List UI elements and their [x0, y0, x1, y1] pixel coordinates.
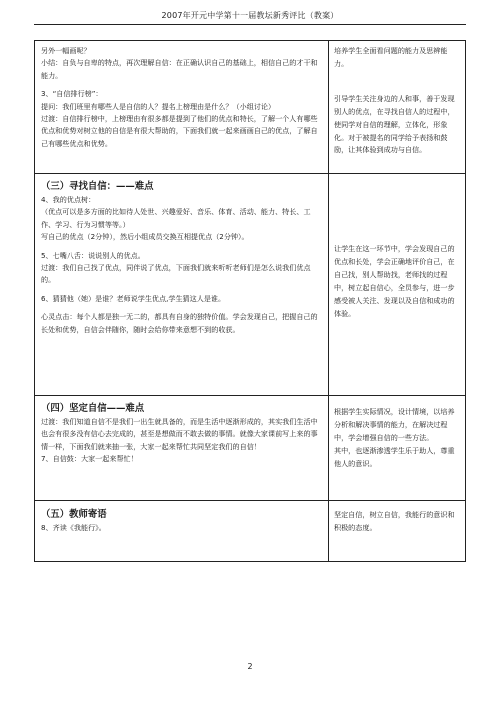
text-summary: 小结：自负与自卑的特点，再次理解自信：在正确认识自己的基础上，相信自己的才干和能力。	[41, 58, 318, 80]
text-transition-1: 过渡：自信排行榜中，上榜理由有很多都是提到了他们的优点和特长，了解一个人有哪些优点和优势对树立他的自信是有很大帮助的，下面我们就一起来画画自己的优点，了解自己有哪些优点和优势。	[41, 114, 318, 148]
text-goal-helping: 其中，也逐渐渗透学生乐于助人，尊重他人的意识。	[334, 445, 455, 468]
text-goal-ranking: 引导学生关注身边的人和事，善于发现别人的优点，在寻找自信人的过程中，使同学对自信的理解，立体化，形象化。对于被提名的同学给予表扬和鼓励，让其体验到成功与自信。	[334, 93, 455, 155]
row-1-left	[41, 45, 323, 150]
page-number: 2	[247, 662, 253, 671]
text-others-merits: 5、七嘴八舌：说说别人的优点。	[41, 250, 145, 260]
text-ranking-question: 提问：我们班里有哪些人是自信的人？提名上榜理由是什么？（小组讨论）	[41, 101, 276, 111]
text-heart-click: 心灵点击：每个人都是独一无二的，都具有自身的独特价值。学会发现自己，把握自己的长处和优势，自信会伴随你，随时会给你带来意想不到的收获。	[41, 312, 318, 334]
text-another-picture: 另外一幅画呢？	[41, 46, 91, 55]
text-merit-tree: 4、我的优点树：	[41, 195, 96, 204]
document-header: 2007年开元中学第十一届教坛新秀评比（教案）	[161, 11, 339, 20]
text-goal-confidence: 坚定自信，树立自信，我能行的意识和积极的态度。	[334, 510, 455, 532]
text-goal-problem-solving: 根据学生实际情况，设计情境，以培养分析和解决事情的能力，在解决过程中，学会增强自信的一些方法。	[334, 407, 455, 442]
row-3-left	[41, 401, 323, 466]
lesson-plan-table	[34, 40, 466, 562]
row-4-left	[41, 507, 323, 534]
column-divider	[328, 41, 329, 561]
text-merit-examples: （优点可以是多方面的比如待人处世、兴趣爱好、音乐、体育、活动、能力、特长、工作、学习、行为习惯等等。）	[41, 207, 311, 229]
text-goal-discovery: 让学生在这一环节中，学会发现自己的优点和长处，学会正确地评价自己，在自己找，别人帮助找，老师找的过程中，树立起自信心，全员参与，进一步感受被人关注、发现以及自信和成功的体验。	[334, 244, 455, 318]
header-rule	[34, 24, 466, 25]
row-divider-3	[35, 500, 465, 501]
row-1-right	[334, 45, 460, 157]
section-4-heading: （四）坚定自信——难点	[41, 403, 145, 414]
text-goal-thinking: 培养学生全面看问题的能力及思辨能力。	[334, 46, 448, 68]
row-2-left	[41, 179, 323, 336]
row-divider-2	[35, 395, 465, 396]
text-transition-2: 过渡：我们自己找了优点，同伴说了优点，下面我们就来听听老师们是怎么说我们优点的。	[41, 263, 311, 285]
row-3-right	[334, 406, 460, 471]
text-read-together: 8、齐读《我能行》。	[41, 523, 106, 532]
section-3-heading: （三）寻找自信：——难点	[41, 181, 154, 192]
text-ranking-title: 3、“自信排行榜”：	[41, 89, 103, 99]
section-5-heading: （五）教师寄语	[41, 509, 107, 520]
row-2-right	[334, 243, 460, 320]
text-transition-3: 过渡：我们知道自信不是我们一出生就具备的，而是生活中逐渐形成的，其实我们生活中也会有很多没有信心去完成的，甚至是想做而不敢去做的事情。就像大家课前写上来的事情一样，下面我们就来抽一张，大家一起来帮忙共同坚定我们的自信！	[41, 417, 318, 451]
row-4-right	[334, 509, 460, 535]
text-write-merits: 写自己的优点（2分钟），然后小组成员交换互相提优点（2分钟）。	[41, 232, 249, 242]
row-divider-1	[35, 173, 465, 174]
text-guess-who: 6、猜猜他（她）是谁？老师说学生优点,学生猜这人是谁。	[41, 293, 226, 303]
text-confidence-drum: 7、自信鼓：大家一起来帮忙！	[41, 454, 138, 464]
